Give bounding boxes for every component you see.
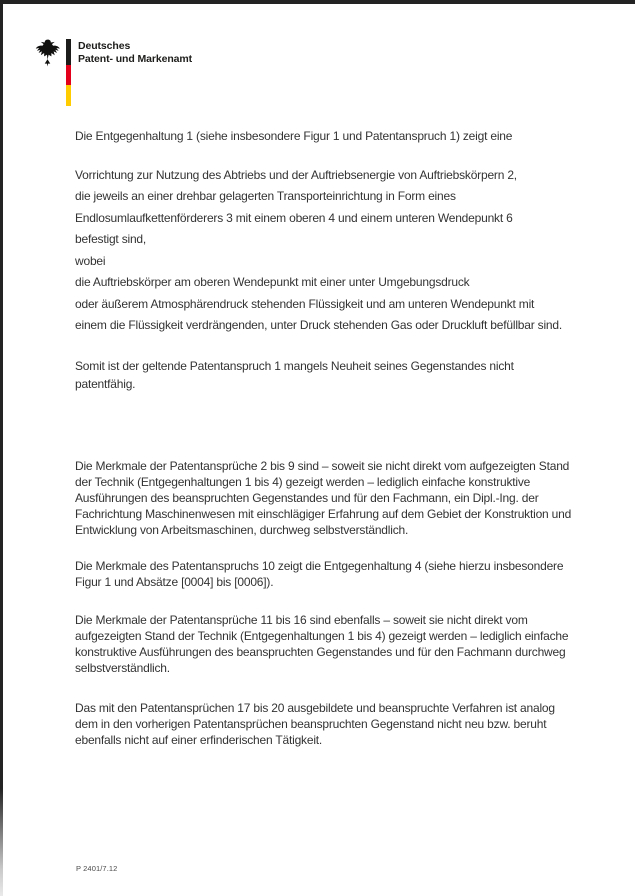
text-line: selbstverständlich.	[75, 660, 170, 675]
text-line: Die Merkmale der Patentansprüche 11 bis 16 sind ebenfalls – soweit sie nicht direkt vom	[75, 612, 528, 627]
text-line: Fachrichtung Maschinenwesen mit einschlägiger Erfahrung auf dem Gebiet der Konstruktion und	[75, 506, 572, 521]
text-line: oder äußerem Atmosphärendruck stehenden Flüssigkeit und am unteren Wendepunkt mit	[75, 296, 535, 311]
flag-gold-segment	[66, 85, 71, 106]
org-name	[78, 40, 192, 66]
text-line: Das mit den Patentansprüchen 17 bis 20 ausgebildete und beanspruchte Verfahren ist analog	[75, 700, 555, 715]
form-code: P 2401/7.12	[76, 864, 118, 873]
paragraph	[75, 458, 600, 538]
text-line: Ausführungen des beanspruchten Gegenstandes und für den Fachmann, ein Dipl.-Ing. der	[75, 490, 539, 505]
paragraph	[75, 357, 600, 393]
text-line: die jeweils an einer drehbar gelagerten Transporteinrichtung in Form eines	[75, 189, 456, 203]
paragraph	[75, 165, 600, 337]
text-line: aufgezeigten Stand der Technik (Entgegenhaltungen 1 bis 4) gezeigt werden – lediglich einfache	[75, 628, 569, 643]
text-line: dem in den vorherigen Patentansprüchen beanspruchten Gegenstand nicht neu bzw. beruht	[75, 716, 547, 731]
org-name-line1: Deutsches	[78, 40, 131, 52]
text-line: Die Merkmale der Patentansprüche 2 bis 9 sind – soweit sie nicht direkt vom aufgezeigten Stand	[75, 458, 570, 473]
org-name-line2: Patent- und Markenamt	[78, 53, 193, 65]
paragraph	[75, 700, 600, 748]
text-line: der Technik (Entgegenhaltungen 1 bis 4) gezeigt werden – lediglich einfache konstruktive	[75, 474, 531, 489]
text-line: Figur 1 und Absätze [0004] bis [0006]).	[75, 574, 274, 589]
text-line: Vorrichtung zur Nutzung des Abtriebs und der Auftriebsenergie von Auftriebskörpern 2,	[75, 167, 517, 182]
page-edge-top	[0, 0, 635, 4]
text-line: einem die Flüssigkeit verdrängenden, unter Druck stehenden Gas oder Druckluft befüllbar sind.	[75, 318, 563, 332]
document-body	[75, 126, 600, 748]
paragraph	[75, 612, 600, 676]
text-line: Entwicklung von Arbeitsmaschinen, durchweg selbstverständlich.	[75, 522, 409, 537]
flag-black-segment	[66, 39, 71, 65]
page-edge-left	[0, 0, 3, 896]
text-line: Endlosumlaufkettenförderers 3 mit einem oberen 4 und einem unteren Wendepunkt 6	[75, 210, 513, 225]
flag-red-segment	[66, 65, 71, 85]
flag-bar	[66, 39, 71, 106]
paragraph	[75, 558, 600, 590]
text-line: wobei	[75, 253, 106, 268]
text-line: Somit ist der geltende Patentanspruch 1 mangels Neuheit seines Gegenstandes nicht	[75, 358, 514, 373]
text-line: konstruktive Ausführungen des beanspruchten Gegenstandes und für den Fachmann durchweg	[75, 644, 566, 659]
text-line: patentfähig.	[75, 376, 136, 391]
text-line: ebenfalls nicht auf einer erfinderischen Tätigkeit.	[75, 732, 323, 747]
text-line: die Auftriebskörper am oberen Wendepunkt mit einer unter Umgebungsdruck	[75, 275, 470, 289]
federal-eagle-icon	[35, 38, 60, 67]
paragraph	[75, 126, 600, 148]
text-line: befestigt sind,	[75, 232, 147, 246]
text-line: Die Entgegenhaltung 1 (siehe insbesondere Figur 1 und Patentanspruch 1) zeigt eine	[75, 129, 513, 143]
text-line: Die Merkmale des Patentanspruchs 10 zeigt die Entgegenhaltung 4 (siehe hierzu insbesondere	[75, 558, 564, 573]
